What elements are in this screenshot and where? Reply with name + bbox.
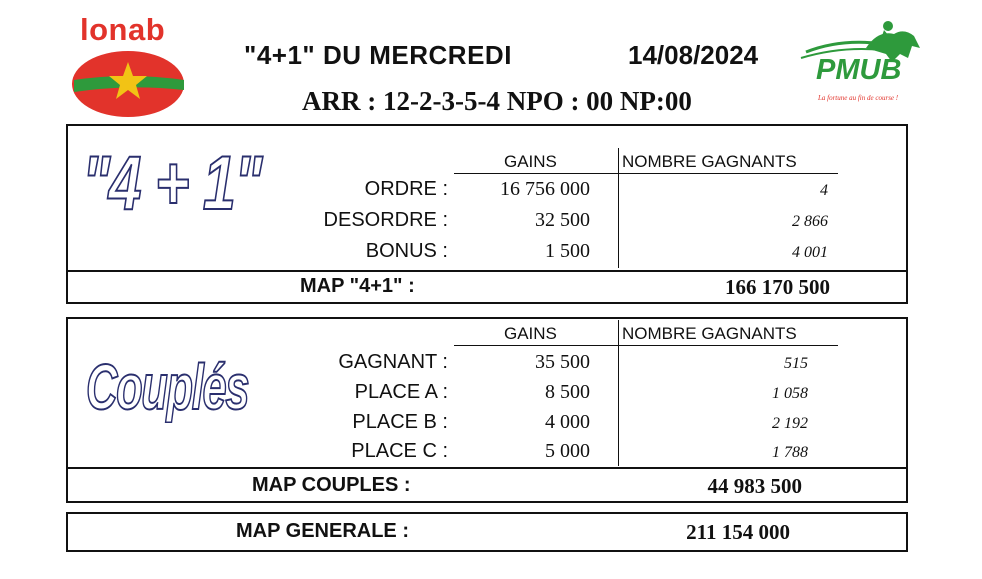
pmub-wordmark: PMUB	[816, 54, 902, 86]
map-couples-value: 44 983 500	[707, 474, 802, 498]
header-divider	[454, 173, 838, 174]
page-title: "4+1" DU MERCREDI	[244, 40, 512, 70]
row-winners: 4	[820, 182, 828, 199]
row-winners: 515	[784, 355, 808, 372]
row-winners: 4 001	[792, 244, 828, 261]
row-gain: 4 000	[545, 411, 590, 433]
row-winners: 2 192	[772, 415, 808, 432]
row-gain: 8 500	[545, 381, 590, 403]
arrival-result: ARR : 12-2-3-5-4 NPO : 00 NP:00	[302, 86, 692, 116]
map-4plus1-label: MAP "4+1" :	[300, 275, 415, 297]
row-gain: 5 000	[545, 440, 590, 462]
map-generale-value: 211 154 000	[686, 520, 790, 544]
col-gains-header: GAINS	[504, 324, 557, 343]
column-divider	[618, 148, 619, 268]
row-label: PLACE C :	[351, 440, 448, 462]
row-label: GAGNANT :	[338, 351, 448, 373]
row-label: PLACE A :	[354, 381, 448, 403]
pmub-slogan: La fortune au fin de course !	[818, 94, 899, 102]
pmub-logo	[796, 18, 931, 110]
row-winners: 1 788	[772, 444, 808, 461]
header-divider	[454, 345, 838, 346]
lonab-wordmark: lonab	[80, 12, 166, 47]
row-gain: 35 500	[535, 351, 590, 373]
col-gagnants-header: NOMBRE GAGNANTS	[622, 152, 797, 171]
row-label: BONUS :	[365, 240, 448, 262]
col-gagnants-header: NOMBRE GAGNANTS	[622, 324, 797, 343]
row-winners: 1 058	[772, 385, 808, 402]
row-gain: 16 756 000	[500, 178, 590, 200]
row-gain: 1 500	[545, 240, 590, 262]
section-4plus1-label: "4 + 1"	[82, 141, 261, 226]
row-gain: 32 500	[535, 209, 590, 231]
row-label: ORDRE :	[364, 178, 448, 200]
map-generale-label: MAP GENERALE :	[236, 520, 409, 542]
col-gains-header: GAINS	[504, 152, 557, 171]
map-4plus1-value: 166 170 500	[725, 275, 830, 299]
map-couples-label: MAP COUPLES :	[252, 474, 411, 496]
row-label: DESORDRE :	[323, 209, 448, 231]
draw-date: 14/08/2024	[628, 40, 759, 70]
row-winners: 2 866	[792, 213, 828, 230]
row-label: PLACE B :	[352, 411, 448, 433]
section-couples-label: Couplés	[86, 351, 249, 423]
column-divider	[618, 320, 619, 466]
